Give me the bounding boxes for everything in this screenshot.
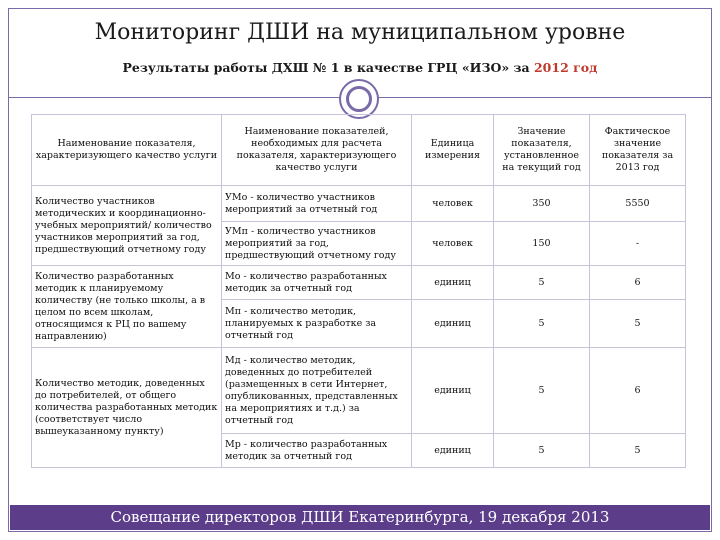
indicator-cell: Мп - количество методик, планируемых к разработке за отчетный год	[222, 300, 412, 348]
header-cell: Значение показателя, установленное на текущий год	[494, 115, 590, 186]
actual-cell: -	[590, 222, 686, 266]
header-cell: Наименование показателя, характеризующего качество услуги	[32, 115, 222, 186]
unit-cell: единиц	[412, 348, 494, 434]
unit-cell: единиц	[412, 266, 494, 300]
actual-cell: 5	[590, 300, 686, 348]
table-row	[32, 266, 686, 300]
table-header-row	[32, 115, 686, 186]
results-table	[31, 114, 686, 468]
table-row	[32, 186, 686, 222]
actual-cell: 6	[590, 266, 686, 300]
header-cell: Фактическое значение показателя за 2013 год	[590, 115, 686, 186]
unit-cell: единиц	[412, 434, 494, 468]
indicator-cell: Мр - количество разработанных методик за отчетный год	[222, 434, 412, 468]
planned-cell: 150	[494, 222, 590, 266]
footer-banner: Совещание директоров ДШИ Екатеринбурга, 19 декабря 2013	[10, 505, 710, 530]
subtitle-year: 2012 год	[533, 60, 598, 75]
planned-cell: 5	[494, 434, 590, 468]
indicator-group-label: Количество методик, доведенных до потребителей, от общего количества разработанных методик (соответствует число вышеуказанному пункту)	[32, 348, 222, 468]
unit-cell: человек	[412, 222, 494, 266]
indicator-cell: УМп - количество участников мероприятий за год, предшествующий отчетному году	[222, 222, 412, 266]
page-subtitle	[0, 60, 720, 75]
indicator-cell: Мо - количество разработанных методик за отчетный год	[222, 266, 412, 300]
indicator-group-label: Количество участников методических и координационно-учебных мероприятий/ количество участников мероприятий за год, предшествующий отчетному году	[32, 186, 222, 266]
indicator-cell: УМо - количество участников мероприятий за отчетный год	[222, 186, 412, 222]
planned-cell: 350	[494, 186, 590, 222]
subtitle-text: Результаты работы ДХШ № 1 в качестве ГРЦ «ИЗО» за	[122, 60, 530, 75]
header-cell: Единица измерения	[412, 115, 494, 186]
header-cell: Наименование показателей, необходимых для расчета показателя, характеризующего качество услуги	[222, 115, 412, 186]
actual-cell: 5550	[590, 186, 686, 222]
indicator-group-label: Количество разработанных методик к планируемому количеству (не только школы, а в целом по всем школам, относящимся к РЦ по вашему направлению)	[32, 266, 222, 348]
unit-cell: единиц	[412, 300, 494, 348]
actual-cell: 6	[590, 348, 686, 434]
actual-cell: 5	[590, 434, 686, 468]
circle-ornament-icon	[339, 79, 379, 119]
indicator-cell: Мд - количество методик, доведенных до потребителей (размещенных в сети Интернет, опубликованных, представленных на мероприятиях и т.д.) за отчетный год	[222, 348, 412, 434]
unit-cell: человек	[412, 186, 494, 222]
table-row	[32, 348, 686, 434]
planned-cell: 5	[494, 348, 590, 434]
planned-cell: 5	[494, 300, 590, 348]
planned-cell: 5	[494, 266, 590, 300]
page-title: Мониторинг ДШИ на муниципальном уровне	[94, 20, 626, 45]
